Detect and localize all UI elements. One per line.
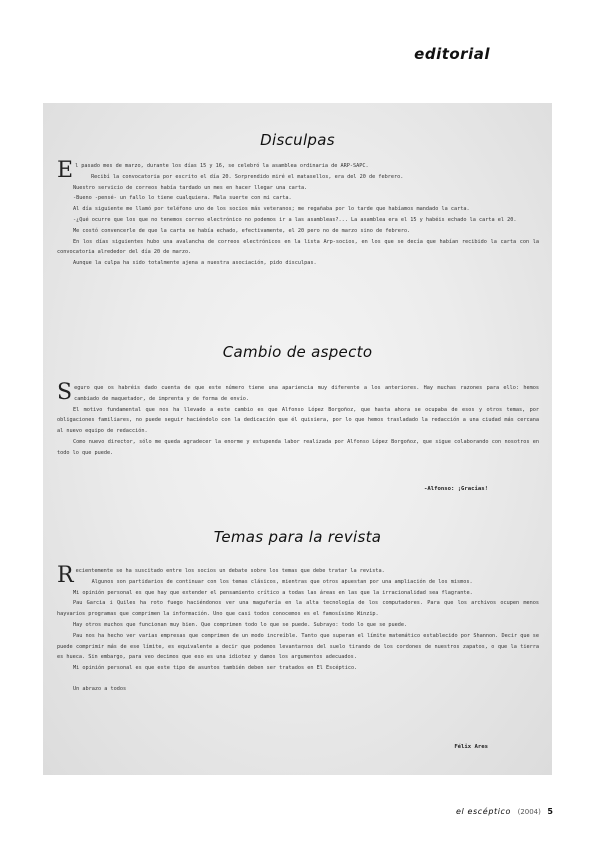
paragraph: -¿Qué ocurre que los que no tenemos correo electrónico no podemos ir a las asambleas?... La asamblea era el 15 y habéis echado la carta el 20. xyxy=(73,216,517,223)
editorial-panel xyxy=(43,103,552,775)
dropcap: R xyxy=(57,563,74,588)
heading-cambio-de-aspecto: Cambio de aspecto xyxy=(222,343,373,361)
heading-disculpas: Disculpas xyxy=(260,131,335,149)
page-footer xyxy=(456,807,553,816)
paragraph: Me costó convencerle de que la carta se había echado, efectivamente, el 20 pero no de marzo sino de febrero. xyxy=(73,227,411,234)
paragraph: Como nuevo director, sólo me queda agradecer la enorme y estupenda labor realizada por Alfonso López Borgoñoz, que sigue colaborando con nosotros en todo lo que puede. xyxy=(57,438,539,456)
lead-paragraph: El pasado mes de marzo, durante los días 15 y 16, se celebró la asamblea ordinaria de ARP-SAPC. xyxy=(57,158,369,183)
section-temas-body xyxy=(57,563,539,695)
closing-line: Un abrazo a todos xyxy=(73,685,127,692)
issue-year: (2004) xyxy=(517,808,541,816)
section-label: editorial xyxy=(414,45,490,63)
paragraph: Pau Garcia i Quiles ha roto fuego haciéndonos ver una magufería en la alta tecnología de los computadores. Para que los archivos ocupen menos hayvarios programas que comprimen la información. Uno que casi todos conocemos es el famosísimo Winzip. xyxy=(57,600,539,618)
paragraph: Recibí la convocatoria por escrito el día 20. Sorprendido miré el matasellos, era del 20 de febrero. xyxy=(91,173,404,180)
paragraph: Algunos son partidarios de continuar con los temas clásicos, mientras que otros apuestan por una ampliación de los mismos. xyxy=(91,578,473,585)
lead-paragraph: Recientemente se ha suscitado entre los socios un debate sobre los temas que debe tratar la revista. xyxy=(57,563,385,588)
paragraph: El motivo fundamental que nos ha llevado a este cambio es que Alfonso López Borgoñoz, que hasta ahora se ocupaba de esos y otros temas, por obligaciones familiares, no puede seguir haciéndolo con la dedicación que él quisiera, por lo que hemos trasladado la redacción a una ciudad más cercana al nuevo equipo de redacción. xyxy=(57,406,539,435)
paragraph: En los días siguientes hubo una avalancha de correos electrónicos en la lista Arp-socios, en los que se decía que habían recibido la carta con la convocatoria alrededor del día 20 de marzo. xyxy=(57,238,539,256)
paragraph: Nuestro servicio de correos había tardado un mes en hacer llegar una carta. xyxy=(73,184,308,191)
section-cambio-body xyxy=(57,380,539,459)
paragraph: -Bueno -pensé- un fallo lo tiene cualquiera. Mala suerte con mi carta. xyxy=(73,195,292,202)
dropcap: E xyxy=(57,158,74,183)
signature-felix-ares: Félix Ares xyxy=(454,744,488,750)
signature-alfonso: -Alfonso: ¡Gracias! xyxy=(424,486,488,492)
section-disculpas-body xyxy=(57,158,539,269)
dropcap: S xyxy=(57,380,73,405)
paragraph: Al día siguiente me llamó por teléfono uno de los socios más veteranos; me regañaba por lo tarde que habíamos mandado la carta. xyxy=(73,206,470,213)
lead-paragraph: Seguro que os habréis dado cuenta de que este número tiene una apariencia muy diferente a los anteriores. Hay muchas razones para ello: hemos cambiado de maquetador, de imprenta y de forma de envío. xyxy=(57,380,539,405)
page-number: 5 xyxy=(547,807,553,816)
heading-temas: Temas para la revista xyxy=(213,528,382,546)
paragraph: Mi opinión personal es que hay que extender el pensamiento crítico a todas las áreas en las que la irracionalidad sea flagrante. xyxy=(73,589,473,596)
paragraph: Hay otros muchos que funcionan muy bien. Que comprimen todo lo que se puede. Subrayo: todo lo que se puede. xyxy=(73,621,408,628)
paragraph: Aunque la culpa ha sido totalmente ajena a nuestra asociación, pido disculpas. xyxy=(73,260,317,267)
magazine-name: el escéptico xyxy=(456,807,512,816)
paragraph: Mi opinión personal es que este tipo de asuntos también deben ser tratados en El Escéptico. xyxy=(73,665,358,672)
paragraph: Pau nos ha hecho ver varias empresas que comprimen de un modo increíble. Tanto que superan el límite matemático establecido por Shannon. Decir que se puede comprimir más de ese límite, es equivalente a decir que podemos levantarnos del suelo tirando de los cordones de nuestros zapatos, o que la tierra es hueca. Sin embargo, para veo decimos que eso es una idiotez y damos los argumentos adecuados. xyxy=(57,632,539,661)
